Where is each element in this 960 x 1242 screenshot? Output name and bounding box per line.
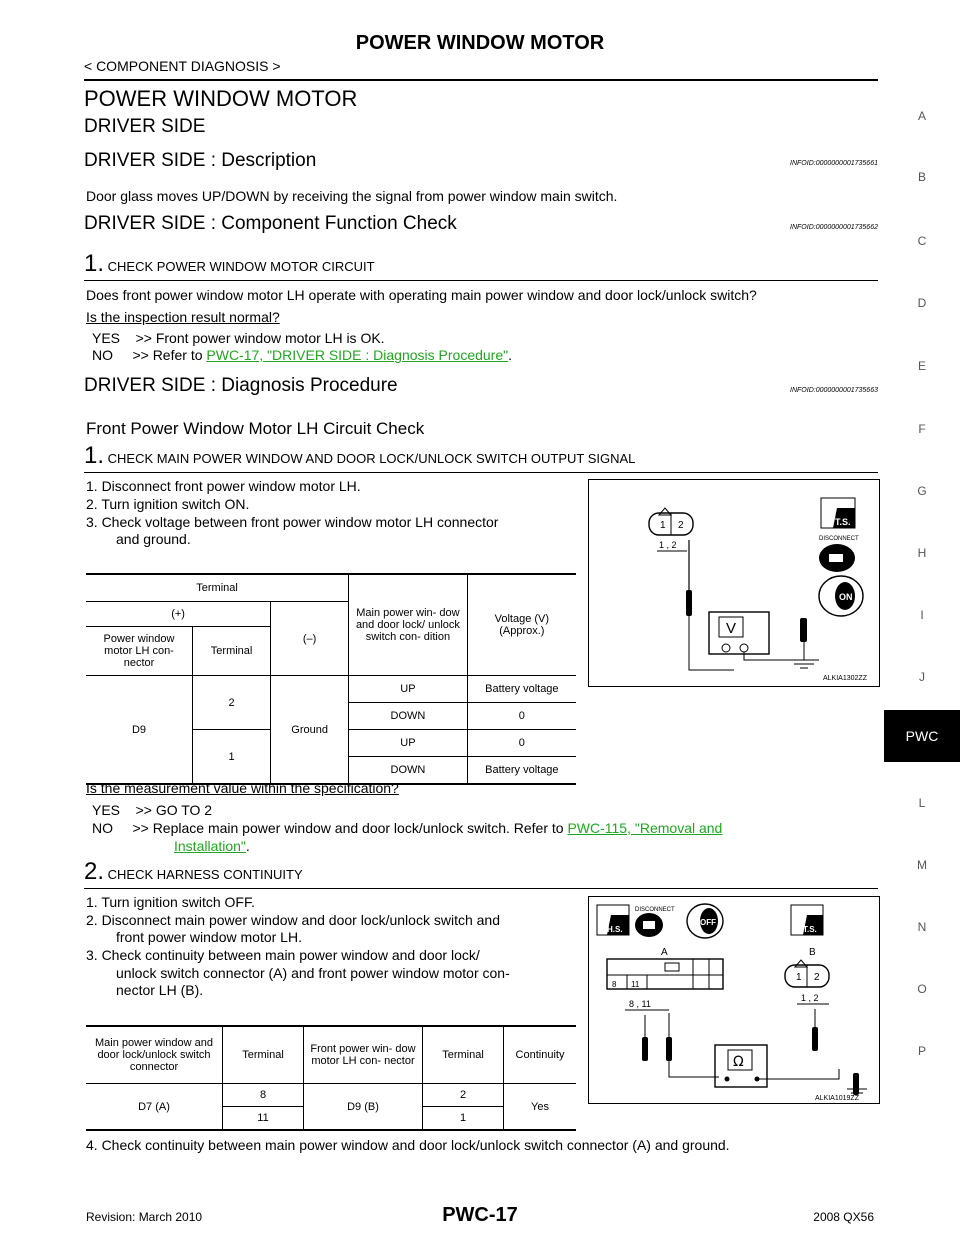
- step2-item-3: 3. Check continuity between main power window and door lock/: [86, 947, 480, 963]
- cell-cond: UP: [349, 676, 468, 703]
- th-minus: (–): [271, 602, 349, 676]
- pin-b-2: 2: [814, 972, 820, 983]
- removal-installation-link-cont[interactable]: Installation": [174, 838, 246, 854]
- no-answer-text: NO >> Refer to: [92, 347, 207, 363]
- disconnect-label: DISCONNECT: [819, 536, 859, 542]
- step2-title: CHECK HARNESS CONTINUITY: [107, 867, 303, 882]
- step2-item-3-cont2: nector LH (B).: [116, 982, 204, 998]
- step1-no-suffix: .: [245, 838, 250, 854]
- cell-cond: DOWN: [349, 757, 468, 785]
- step1-item-3-cont: and ground.: [116, 531, 191, 547]
- cell-volt: 0: [467, 730, 576, 757]
- step1: [84, 442, 635, 470]
- cell-cond: UP: [349, 730, 468, 757]
- ts-icon-label: T.S.: [835, 517, 851, 527]
- step2-item-2-cont: front power window motor LH.: [116, 929, 302, 945]
- step2-item-3-cont: unlock switch connector (A) and front power window motor con-: [116, 965, 510, 981]
- diagnosis-heading: DRIVER SIDE : Diagnosis Procedure: [84, 375, 398, 396]
- step1-no-cont: [174, 838, 250, 854]
- conn-pin-2: 2: [678, 520, 684, 531]
- step2-item-4: 4. Check continuity between main power window and door lock/unlock switch connector (A) and ground.: [86, 1137, 730, 1153]
- index-letter-c[interactable]: C: [917, 234, 927, 248]
- conn-b-pins-label: 1 , 2: [801, 993, 819, 1003]
- index-letter-d[interactable]: D: [917, 296, 927, 310]
- index-letter-n[interactable]: N: [917, 920, 927, 934]
- step-divider: [84, 280, 878, 281]
- th-continuity: Continuity: [504, 1026, 577, 1084]
- cell-b1: 1: [423, 1107, 504, 1131]
- diagnosis-infoid: INFOID:0000000001735663: [790, 387, 878, 394]
- conn-pin-1: 1: [660, 520, 666, 531]
- no-answer-suffix: .: [508, 347, 512, 363]
- ignition-on-label: ON: [839, 592, 853, 602]
- cell-conn-a: D7 (A): [86, 1084, 223, 1131]
- hs-icon-label: H.S.: [607, 925, 623, 934]
- footer-page-number: PWC-17: [442, 1204, 518, 1226]
- conn-label: 1 , 2: [659, 540, 677, 550]
- step1-item-2: 2. Turn ignition switch ON.: [86, 496, 250, 512]
- conn-a-pins-label: 8 , 11: [629, 999, 651, 1009]
- th-plus: (+): [171, 608, 185, 620]
- connector-b-label: B: [809, 947, 816, 958]
- pin-a-11: 11: [631, 980, 640, 989]
- cell-continuity: Yes: [504, 1084, 577, 1131]
- th-terminal-b: Terminal: [423, 1026, 504, 1084]
- figure-code: ALKIA1302ZZ: [823, 675, 867, 682]
- pin-b-1: 1: [796, 972, 802, 983]
- step-number: 1.: [84, 250, 105, 277]
- function-check-infoid: INFOID:0000000001735662: [790, 224, 878, 231]
- step1-item-3: 3. Check voltage between front power window motor LH connector: [86, 514, 499, 530]
- figure-code-2: ALKIA1019ZZ: [815, 1095, 859, 1102]
- page-header-subtitle: < COMPONENT DIAGNOSIS >: [84, 58, 281, 74]
- description-text: Door glass moves UP/DOWN by receiving the signal from power window main switch.: [86, 188, 618, 204]
- index-letter-b[interactable]: B: [917, 170, 926, 184]
- step1-yes: YES >> GO TO 2: [92, 802, 213, 818]
- cell-connector: D9: [86, 676, 193, 785]
- ohmmeter-symbol: Ω: [733, 1054, 744, 1070]
- measure-question: Is the measurement value within the specification?: [86, 780, 399, 796]
- step1-number: 1.: [84, 442, 105, 469]
- voltmeter-symbol: V: [726, 620, 737, 637]
- index-letter-l[interactable]: L: [918, 796, 926, 810]
- diagnosis-subheading: Front Power Window Motor LH Circuit Check: [86, 419, 425, 438]
- index-letter-h[interactable]: H: [917, 546, 927, 560]
- cell-conn-b: D9 (B): [304, 1084, 423, 1131]
- page-header-title: POWER WINDOW MOTOR: [355, 32, 605, 54]
- step2-number: 2.: [84, 858, 105, 885]
- th-connector: Power window motor LH con- nector: [103, 633, 175, 669]
- cell-cond: DOWN: [349, 703, 468, 730]
- disconnect-label-2: DISCONNECT: [635, 907, 675, 913]
- th-voltage: Voltage (V) (Approx.): [467, 574, 576, 676]
- pin-a-8: 8: [612, 980, 617, 989]
- step-title: CHECK POWER WINDOW MOTOR CIRCUIT: [107, 259, 375, 274]
- index-letter-a[interactable]: A: [917, 109, 926, 123]
- index-letter-f[interactable]: F: [918, 422, 926, 436]
- index-letter-j[interactable]: J: [919, 670, 925, 684]
- cell-terminal-2: 2: [193, 676, 271, 730]
- header-divider: [84, 79, 878, 81]
- step2: [84, 858, 303, 886]
- th-motor-connector: Front power win- dow motor LH con- nector: [304, 1026, 423, 1084]
- continuity-spec-table: [86, 1025, 576, 1131]
- section-title: POWER WINDOW MOTOR: [84, 86, 358, 111]
- index-letter-o[interactable]: O: [917, 982, 927, 996]
- section-subtitle: DRIVER SIDE: [84, 116, 206, 137]
- cell-volt: 0: [467, 703, 576, 730]
- step1-no-text: NO >> Replace main power window and door lock/unlock switch. Refer to: [92, 820, 568, 836]
- cell-volt: Battery voltage: [467, 757, 576, 785]
- cell-terminal-1: 1: [193, 730, 271, 785]
- description-infoid: INFOID:0000000001735661: [790, 160, 878, 167]
- voltage-spec-table: [86, 573, 576, 785]
- ignition-off-label: OFF: [700, 918, 716, 927]
- index-letter-p[interactable]: P: [917, 1044, 926, 1058]
- cell-volt: Battery voltage: [467, 676, 576, 703]
- ts-icon-label-2: T.S.: [803, 925, 817, 934]
- connector-a-label: A: [661, 947, 668, 958]
- index-letter-g[interactable]: G: [917, 484, 927, 498]
- footer-model: 2008 QX56: [813, 1210, 874, 1224]
- step1-no: [92, 820, 722, 836]
- th-terminal-a: Terminal: [223, 1026, 304, 1084]
- cell-a8: 8: [223, 1084, 304, 1107]
- function-check-heading: DRIVER SIDE : Component Function Check: [84, 213, 457, 234]
- th-switch-condition: Main power win- dow and door lock/ unlock switch con- dition: [349, 574, 468, 676]
- diagnosis-procedure-link[interactable]: PWC-17, "DRIVER SIDE : Diagnosis Procedure": [206, 347, 509, 363]
- step1-divider: [84, 472, 878, 473]
- no-answer: [92, 347, 512, 363]
- index-letter-m[interactable]: M: [917, 858, 927, 872]
- th-terminal: Terminal: [196, 582, 238, 594]
- cell-ground: Ground: [271, 676, 349, 785]
- continuity-check-diagram: [589, 897, 879, 1103]
- step1-item-1: 1. Disconnect front power window motor LH.: [86, 478, 361, 494]
- removal-installation-link[interactable]: PWC-115, "Removal and: [567, 820, 723, 836]
- step2-item-2: 2. Disconnect main power window and door lock/unlock switch and: [86, 912, 500, 928]
- index-letter-i[interactable]: I: [920, 608, 924, 622]
- continuity-check-figure: [588, 896, 880, 1104]
- index-letter-e[interactable]: E: [917, 359, 926, 373]
- th-switch-connector: Main power window and door lock/unlock switch connector: [94, 1037, 213, 1073]
- inspection-question: Is the inspection result normal?: [86, 309, 280, 325]
- index-tab-pwc[interactable]: PWC: [884, 710, 960, 762]
- function-check-step: [84, 250, 375, 278]
- voltage-check-diagram: [589, 480, 879, 686]
- function-check-question: Does front power window motor LH operate with operating main power window and door lock/unlock switch?: [86, 287, 757, 303]
- step2-divider: [84, 888, 878, 889]
- footer-revision: Revision: March 2010: [86, 1210, 203, 1224]
- th-terminal-plus: Terminal: [193, 627, 271, 676]
- voltage-check-figure: [588, 479, 880, 687]
- step2-item-1: 1. Turn ignition switch OFF.: [86, 894, 255, 910]
- cell-a11: 11: [223, 1107, 304, 1131]
- yes-answer: YES >> Front power window motor LH is OK.: [92, 330, 385, 346]
- description-heading: DRIVER SIDE : Description: [84, 150, 317, 171]
- cell-b2: 2: [423, 1084, 504, 1107]
- step1-title: CHECK MAIN POWER WINDOW AND DOOR LOCK/UNLOCK SWITCH OUTPUT SIGNAL: [107, 451, 636, 466]
